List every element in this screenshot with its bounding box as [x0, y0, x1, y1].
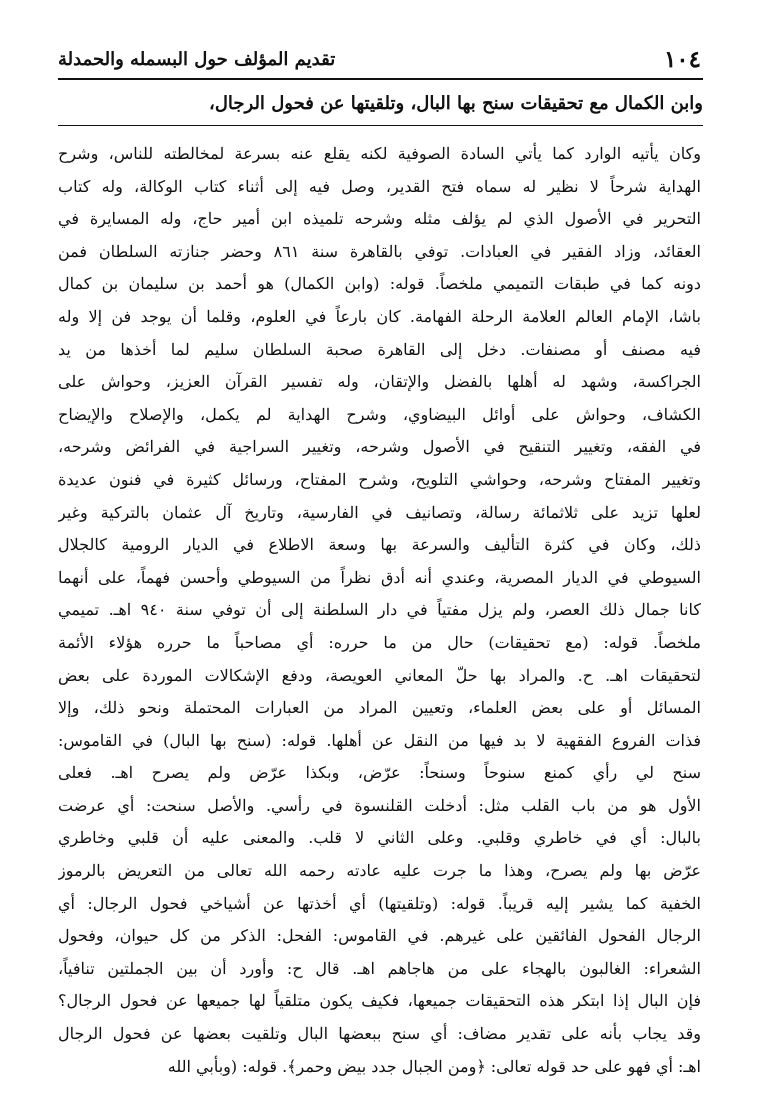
body-line: بالبال: أي في خاطري وقلبي. وعلى الثاني لا قلب. والمعنى عليه أن قلبي وخاطري [58, 828, 701, 848]
page-number: ١٠٤ [663, 45, 701, 73]
body-line: السيوطي في الديار المصرية، وعندي أنه أدق نظراً من السيوطي وأحسن فهماً، على أنهما [58, 567, 701, 587]
body-line: الأول هو من باب القلب مثل: أدخلت القلنسوة في رأسي. والأصل سنحت: أي عرضت [58, 795, 701, 815]
matn-text: وابن الكمال مع تحقيقات سنح بها البال، وتلقيتها عن فحول الرجال، [209, 93, 703, 114]
body-line: لتحقيقات اهـ. ح. والمراد بها حلّ المعاني العويصة، ودفع الإشكالات الموردة على بعض [58, 665, 701, 685]
body-line: الشعراء: الغالبون بالهجاء على من هاجاهم اهـ. قال ح: وأورد أن بين الجملتين تنافياً، [58, 958, 701, 978]
running-title: تقديم المؤلف حول البسمله والحمدلة [58, 48, 336, 70]
body-line: الكشاف، وحواش على أوائل البيضاوي، وشرح الهداية لم يكمل، والإصلاح والإيضاح [58, 404, 701, 424]
body-line: وقد يجاب بأنه على تقدير مضاف: أي سنح ببعضها البال وتلقيت بعضها عن فحول الرجال [58, 1024, 701, 1044]
body-line: التحرير في الأصول الذي لم يؤلف مثله وشرحه تلميذه ابن أمير حاج، وله المسايرة في [58, 209, 701, 229]
matn-rule [58, 125, 703, 126]
body-line: اهـ: أي فهو على حد قوله تعالى: ﴿ومن الجبال جدد بيض وحمر﴾. قوله: (وبأبي الله [167, 1056, 701, 1076]
body-line: ملخصاً. قوله: (مع تحقيقات) حال من ما حرره: أي مصاحباً ما حرره هؤلاء الأئمة [58, 632, 701, 652]
commentary-body [58, 138, 701, 1083]
body-line: فيه مصنف أو مصنفات. دخل إلى القاهرة صحبة السلطان سليم لما أخذها من يد [58, 339, 701, 359]
body-line: الخفية كما يشير إليه قريباً. قوله: (وتلقيتها) أي أخذتها عن أشياخي فحول الرجال: أي [58, 893, 701, 913]
body-line: الجراكسة، وشهد له أهلها بالفضل والإتقان، وله تفسير القرآن العزيز، وحواش على [58, 372, 701, 392]
body-line: باشا، الإمام العالم العلامة الرحلة الفهامة. كان بارعاً في العلوم، وقلما أن يوجد فن إلا وله [58, 306, 701, 326]
body-line: فإن البال إذا ابتكر هذه التحقيقات جميعها، فكيف يكون متلقياً لها جميعها عن فحول الرجال؟ [58, 991, 701, 1011]
body-line: سنح لي رأي كمنع سنوحاً وسنحاً: عرّض، وبكذا عرّض ولم يصرح اهـ. فعلى [58, 763, 701, 783]
running-head [58, 40, 701, 78]
body-line: وكان يأتيه الوارد كما يأتي السادة الصوفية لكنه يقلع عنه بسرعة لمخالطته للناس، وشرح [58, 144, 701, 163]
body-line: في الفقه، وتغيير التنقيح في الأصول وشرحه، وتغيير السراجية في الفرائض وشرحه، [58, 437, 701, 457]
body-line: الرجال الفحول الفائقين على غيرهم. في القاموس: الفحل: الذكر من كل حيوان، وفحول [58, 926, 701, 946]
header-rule [58, 78, 703, 80]
body-line: ذلك، وكان في كثرة التأليف والسرعة بها وسعة الاطلاع في الديار الرومية كالجلال [58, 535, 701, 555]
body-line: الهداية شرحاً لا نظير له سماه فتح القدير، وصل فيه إلى أثناء كتاب الوكالة، وله كتاب [58, 176, 701, 196]
body-line: العقائد، وزاد الفقير في العبادات. توفي بالقاهرة سنة ٨٦١ وحضر جنازته السلطان فمن [58, 241, 701, 261]
body-line: وتغيير المفتاح وشرحه، وحواشي التلويح، وشرح المفتاح، ورسائل كثيرة في فنون عديدة [58, 469, 701, 489]
body-line: كانا جمال ذلك العصر، ولم يزل مفتياً في دار السلطنة إلى أن توفي سنة ٩٤٠ اهـ. تميمي [58, 600, 701, 620]
body-line: فذات الفروع الفقهية لا بد فيها من النقل عن أهلها. قوله: (سنح بها البال) في القاموس: [58, 730, 701, 750]
body-line: دونه كما في طبقات التميمي ملخصاً. قوله: (وابن الكمال) هو أحمد بن سليمان بن كمال [58, 274, 701, 294]
body-line: المسائل أو على بعض العلماء، وتعيين المراد من العبارات المحتملة ونحو ذلك، وإلا [58, 698, 701, 718]
body-line: لعلها تزيد على ثلاثمائة رسالة، وتصانيف في الفارسية، وتاريخ آل عثمان بالتركية وغير [58, 502, 701, 522]
body-line: عرّض بها ولم يصرح، وهذا ما جرت عليه عادته رحمه الله تعالى من التعريض بالرموز [58, 861, 701, 881]
